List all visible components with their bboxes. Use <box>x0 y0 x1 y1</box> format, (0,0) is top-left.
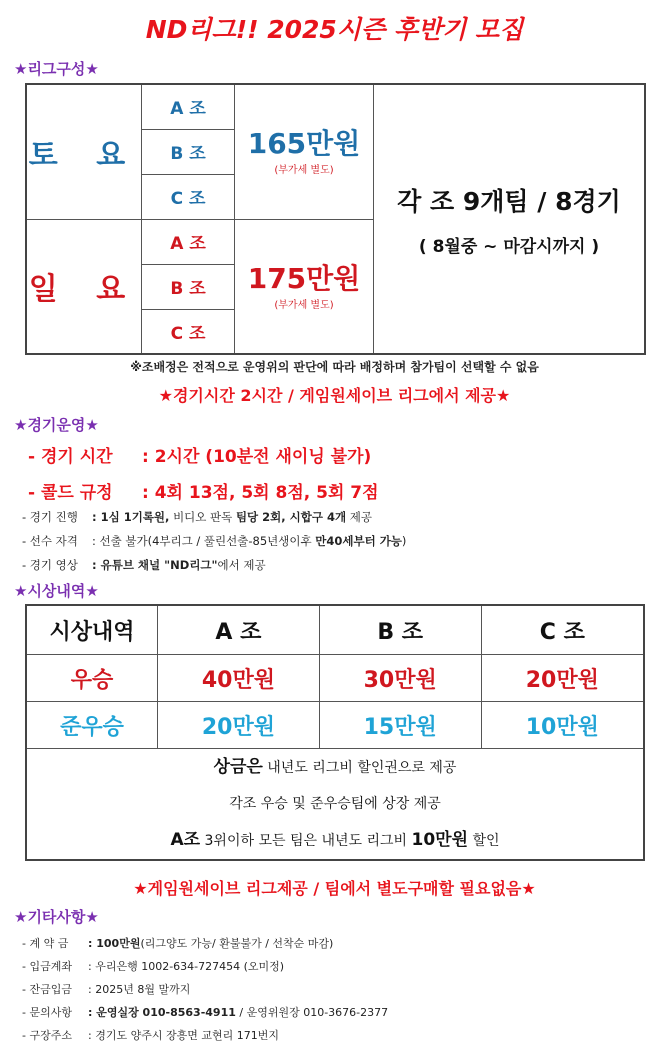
balance-row <box>22 981 190 997</box>
group-label: A 조 <box>170 234 206 254</box>
saturday-cell <box>26 84 142 219</box>
prize-cell: 20만원 <box>158 702 320 749</box>
prize-info-a: A조 <box>170 830 201 850</box>
sat-group-a <box>142 84 235 129</box>
prize-cell: 30만원 <box>319 655 481 702</box>
ball-provided-banner: ★게임원세이브 리그제공 / 팀에서 별도구매할 필요없음★ <box>133 879 536 898</box>
venue-value: : 경기도 양주시 장흥면 교현리 171번지 <box>88 1029 279 1042</box>
account-row <box>22 958 284 974</box>
prize-header-cell: 시상내역 <box>26 605 158 655</box>
cold-rule-label: - 콜드 규정 <box>28 483 113 503</box>
contact-value-1: : 운영실장 010-8563-4911 <box>88 1006 236 1019</box>
prize-info-line-2: 각조 우승 및 준우승팀에 상장 제공 <box>229 796 441 812</box>
progress-value-1: : 1심 1기록원, <box>92 510 170 524</box>
prize-info-line-3 <box>27 822 643 859</box>
player-value-3: ) <box>401 534 407 548</box>
video-value-2: 에서 제공 <box>217 558 266 572</box>
runner-up-row <box>26 702 644 749</box>
page-title: ND리그!! 2025시즌 후반기 모집 <box>145 15 524 44</box>
prize-cell: 15만원 <box>319 702 481 749</box>
player-value-2: 만40세부터 가능 <box>315 534 402 548</box>
group-label: B 조 <box>170 144 206 164</box>
contact-label: - 문의사항 <box>22 1006 72 1019</box>
venue-row <box>22 1027 279 1043</box>
group-label: A 조 <box>170 99 206 120</box>
game-time-value: : 2시간 (10분전 새이닝 불가) <box>142 447 372 467</box>
progress-value-2: 비디오 판독 <box>169 510 236 524</box>
saturday-price-cell <box>235 84 374 219</box>
sunday-vat-note: (부가세 별도) <box>274 299 334 311</box>
prize-info-d: 할인 <box>468 833 500 849</box>
player-label: - 선수 자격 <box>22 534 78 548</box>
prize-info-line-1 <box>27 749 643 786</box>
contact-value-2: / 운영위원장 010-3676-2377 <box>235 1006 389 1019</box>
prize-header-row <box>26 605 644 655</box>
saturday-label: 토 요 <box>28 137 140 173</box>
prize-info-text: 내년도 리그비 할인권으로 제공 <box>262 760 457 776</box>
group-label: C 조 <box>170 189 206 209</box>
sunday-cell <box>26 219 142 354</box>
section-heading-misc: ★기타사항★ <box>14 908 99 926</box>
prize-header-cell: A 조 <box>158 605 320 655</box>
balance-label: - 잔금입금 <box>22 983 72 996</box>
contract-value-2: (리그양도 가능/ 환불불가 / 선착순 마감) <box>140 937 334 950</box>
section-heading-prizes: ★시상내역★ <box>14 582 99 600</box>
game-time-row <box>28 442 371 467</box>
cold-rule-row <box>28 478 379 503</box>
group-label: B 조 <box>170 279 206 299</box>
league-composition-table <box>25 83 646 355</box>
prize-header-cell: B 조 <box>319 605 481 655</box>
cold-rule-value: : 4회 13점, 5회 8점, 5회 7점 <box>142 483 379 503</box>
prize-cell: 10만원 <box>481 702 644 749</box>
game-time-banner: ★경기시간 2시간 / 게임원세이브 리그에서 제공★ <box>158 386 511 405</box>
section-heading-composition: ★리그구성★ <box>14 60 99 78</box>
sun-group-b <box>142 264 235 309</box>
progress-label: - 경기 진행 <box>22 510 78 524</box>
winner-row <box>26 655 644 702</box>
prize-info-bold: 상금은 <box>213 757 263 777</box>
prize-cell: 40만원 <box>158 655 320 702</box>
assignment-note: ※조배정은 전적으로 운영위의 판단에 따라 배정하며 참가팀이 선택할 수 없음 <box>130 360 539 374</box>
video-label: - 경기 영상 <box>22 558 78 572</box>
saturday-vat-note: (부가세 별도) <box>274 165 334 177</box>
prize-header-cell: C 조 <box>481 605 644 655</box>
runner-up-label: 준우승 <box>26 702 158 749</box>
sun-group-a <box>142 219 235 264</box>
venue-label: - 구장주소 <box>22 1029 72 1042</box>
sat-group-c <box>142 174 235 219</box>
sunday-price-cell <box>235 219 374 354</box>
progress-value-4: 제공 <box>346 510 372 524</box>
winner-label: 우승 <box>26 655 158 702</box>
summary-main: 각 조 9개팀 / 8경기 <box>397 186 621 216</box>
video-row <box>22 557 266 573</box>
group-label: C 조 <box>170 323 206 344</box>
summary-cell <box>374 84 646 354</box>
game-time-label: - 경기 시간 <box>28 447 113 467</box>
prize-table <box>25 604 645 861</box>
contact-row <box>22 1004 388 1020</box>
section-heading-operation: ★경기운영★ <box>14 416 99 434</box>
progress-row <box>22 509 372 525</box>
account-value: : 우리은행 1002-634-727454 (오미정) <box>88 960 285 973</box>
account-label: - 입금계좌 <box>22 960 72 973</box>
player-eligibility-row <box>22 533 406 549</box>
balance-value: : 2025년 8월 말까지 <box>88 983 191 996</box>
contract-value-1: : 100만원 <box>88 937 141 950</box>
saturday-price: 165만원 <box>247 127 361 161</box>
prize-info-row <box>26 749 644 861</box>
sunday-label: 일 요 <box>28 272 140 308</box>
prize-cell: 20만원 <box>481 655 644 702</box>
progress-value-3: 팀당 2회, 시합구 4개 <box>235 510 347 524</box>
prize-info-cell <box>26 749 644 861</box>
player-value-1: : 선출 불가(4부리그 / 풀린선출-85년생이후 <box>92 534 316 548</box>
sun-group-c <box>142 309 235 354</box>
prize-info-b: 3위이하 모든 팀은 내년도 리그비 <box>200 833 412 849</box>
sunday-price: 175만원 <box>247 261 361 295</box>
contract-label: - 계 약 금 <box>22 937 69 950</box>
summary-sub: ( 8월중 ~ 마감시까지 ) <box>418 236 600 257</box>
sat-group-b <box>142 129 235 174</box>
contract-row <box>22 935 333 951</box>
video-value-1: : 유튜브 채널 "ND리그" <box>92 558 218 572</box>
prize-info-c: 10만원 <box>411 830 469 850</box>
